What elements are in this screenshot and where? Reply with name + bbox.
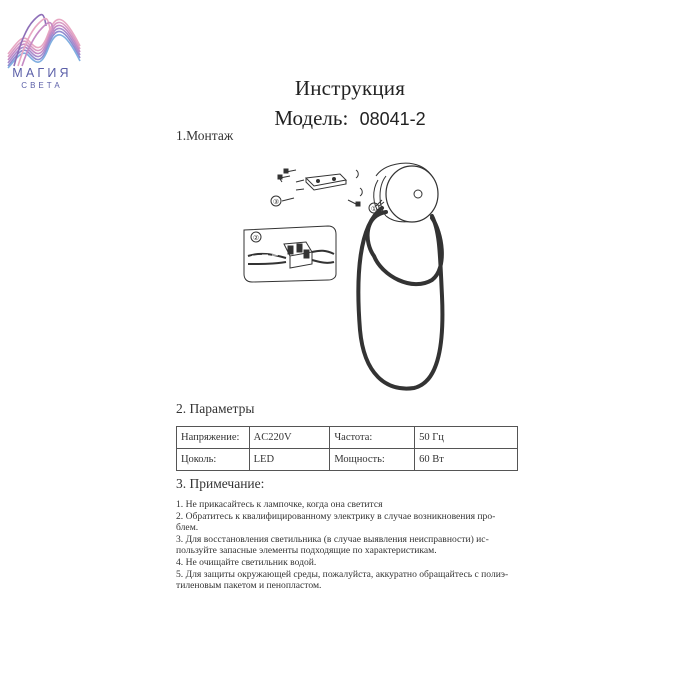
- callout-2-label: ②: [252, 234, 260, 242]
- table-cell: Цоколь:: [177, 449, 250, 471]
- screw-icon: [348, 200, 360, 206]
- table-cell: Частота:: [330, 427, 415, 449]
- model-label: Модель:: [274, 106, 349, 130]
- logo-subtitle: СВЕТА: [21, 81, 63, 90]
- section-title-notes: 3. Примечание:: [176, 476, 265, 491]
- table-row: [177, 427, 518, 449]
- page-title: Инструкция: [294, 76, 406, 100]
- table-cell: 50 Гц: [415, 427, 518, 449]
- ring-lamp-icon: [358, 208, 442, 389]
- logo-name: МАГИЯ: [12, 66, 72, 80]
- table-cell: 60 Вт: [415, 449, 518, 471]
- model-row: [0, 106, 700, 131]
- section-title-mounting: 1.Монтаж: [176, 128, 234, 143]
- note-line: пользуйте запасные элементы подходящие по характеристикам.: [176, 545, 437, 557]
- callout-1-label: ①: [370, 205, 378, 213]
- parameters-table: [176, 426, 518, 471]
- note-line: 3. Для восстановления светильника (в случае выявления неисправности) ис-: [176, 533, 489, 545]
- note-line: тиленовым пакетом и пенопластом.: [176, 580, 322, 592]
- model-number: 08041-2: [359, 109, 426, 129]
- mounting-diagram: [236, 160, 466, 396]
- screw-icon: [278, 169, 296, 182]
- note-line: 5. Для защиты окружающей среды, пожалуйста, аккуратно обращайтесь с полиэ-: [176, 568, 509, 580]
- note-line: блем.: [176, 522, 199, 534]
- table-row: [177, 449, 518, 471]
- note-line: 2. Обратитесь к квалифицированному электрику в случае возникновения про-: [176, 510, 496, 522]
- callout-3-label: ③: [272, 198, 280, 206]
- note-line: 1. Не прикасайтесь к лампочке, когда она светится: [176, 499, 383, 510]
- note-line: 4. Не очищайте светильник водой.: [176, 556, 317, 568]
- table-cell: Мощность:: [330, 449, 415, 471]
- notes-list: [176, 499, 522, 592]
- table-cell: LED: [249, 449, 330, 471]
- table-cell: Напряжение:: [177, 427, 250, 449]
- bracket-icon: [296, 174, 346, 190]
- section-title-parameters: 2. Параметры: [176, 401, 255, 416]
- table-cell: AC220V: [249, 427, 330, 449]
